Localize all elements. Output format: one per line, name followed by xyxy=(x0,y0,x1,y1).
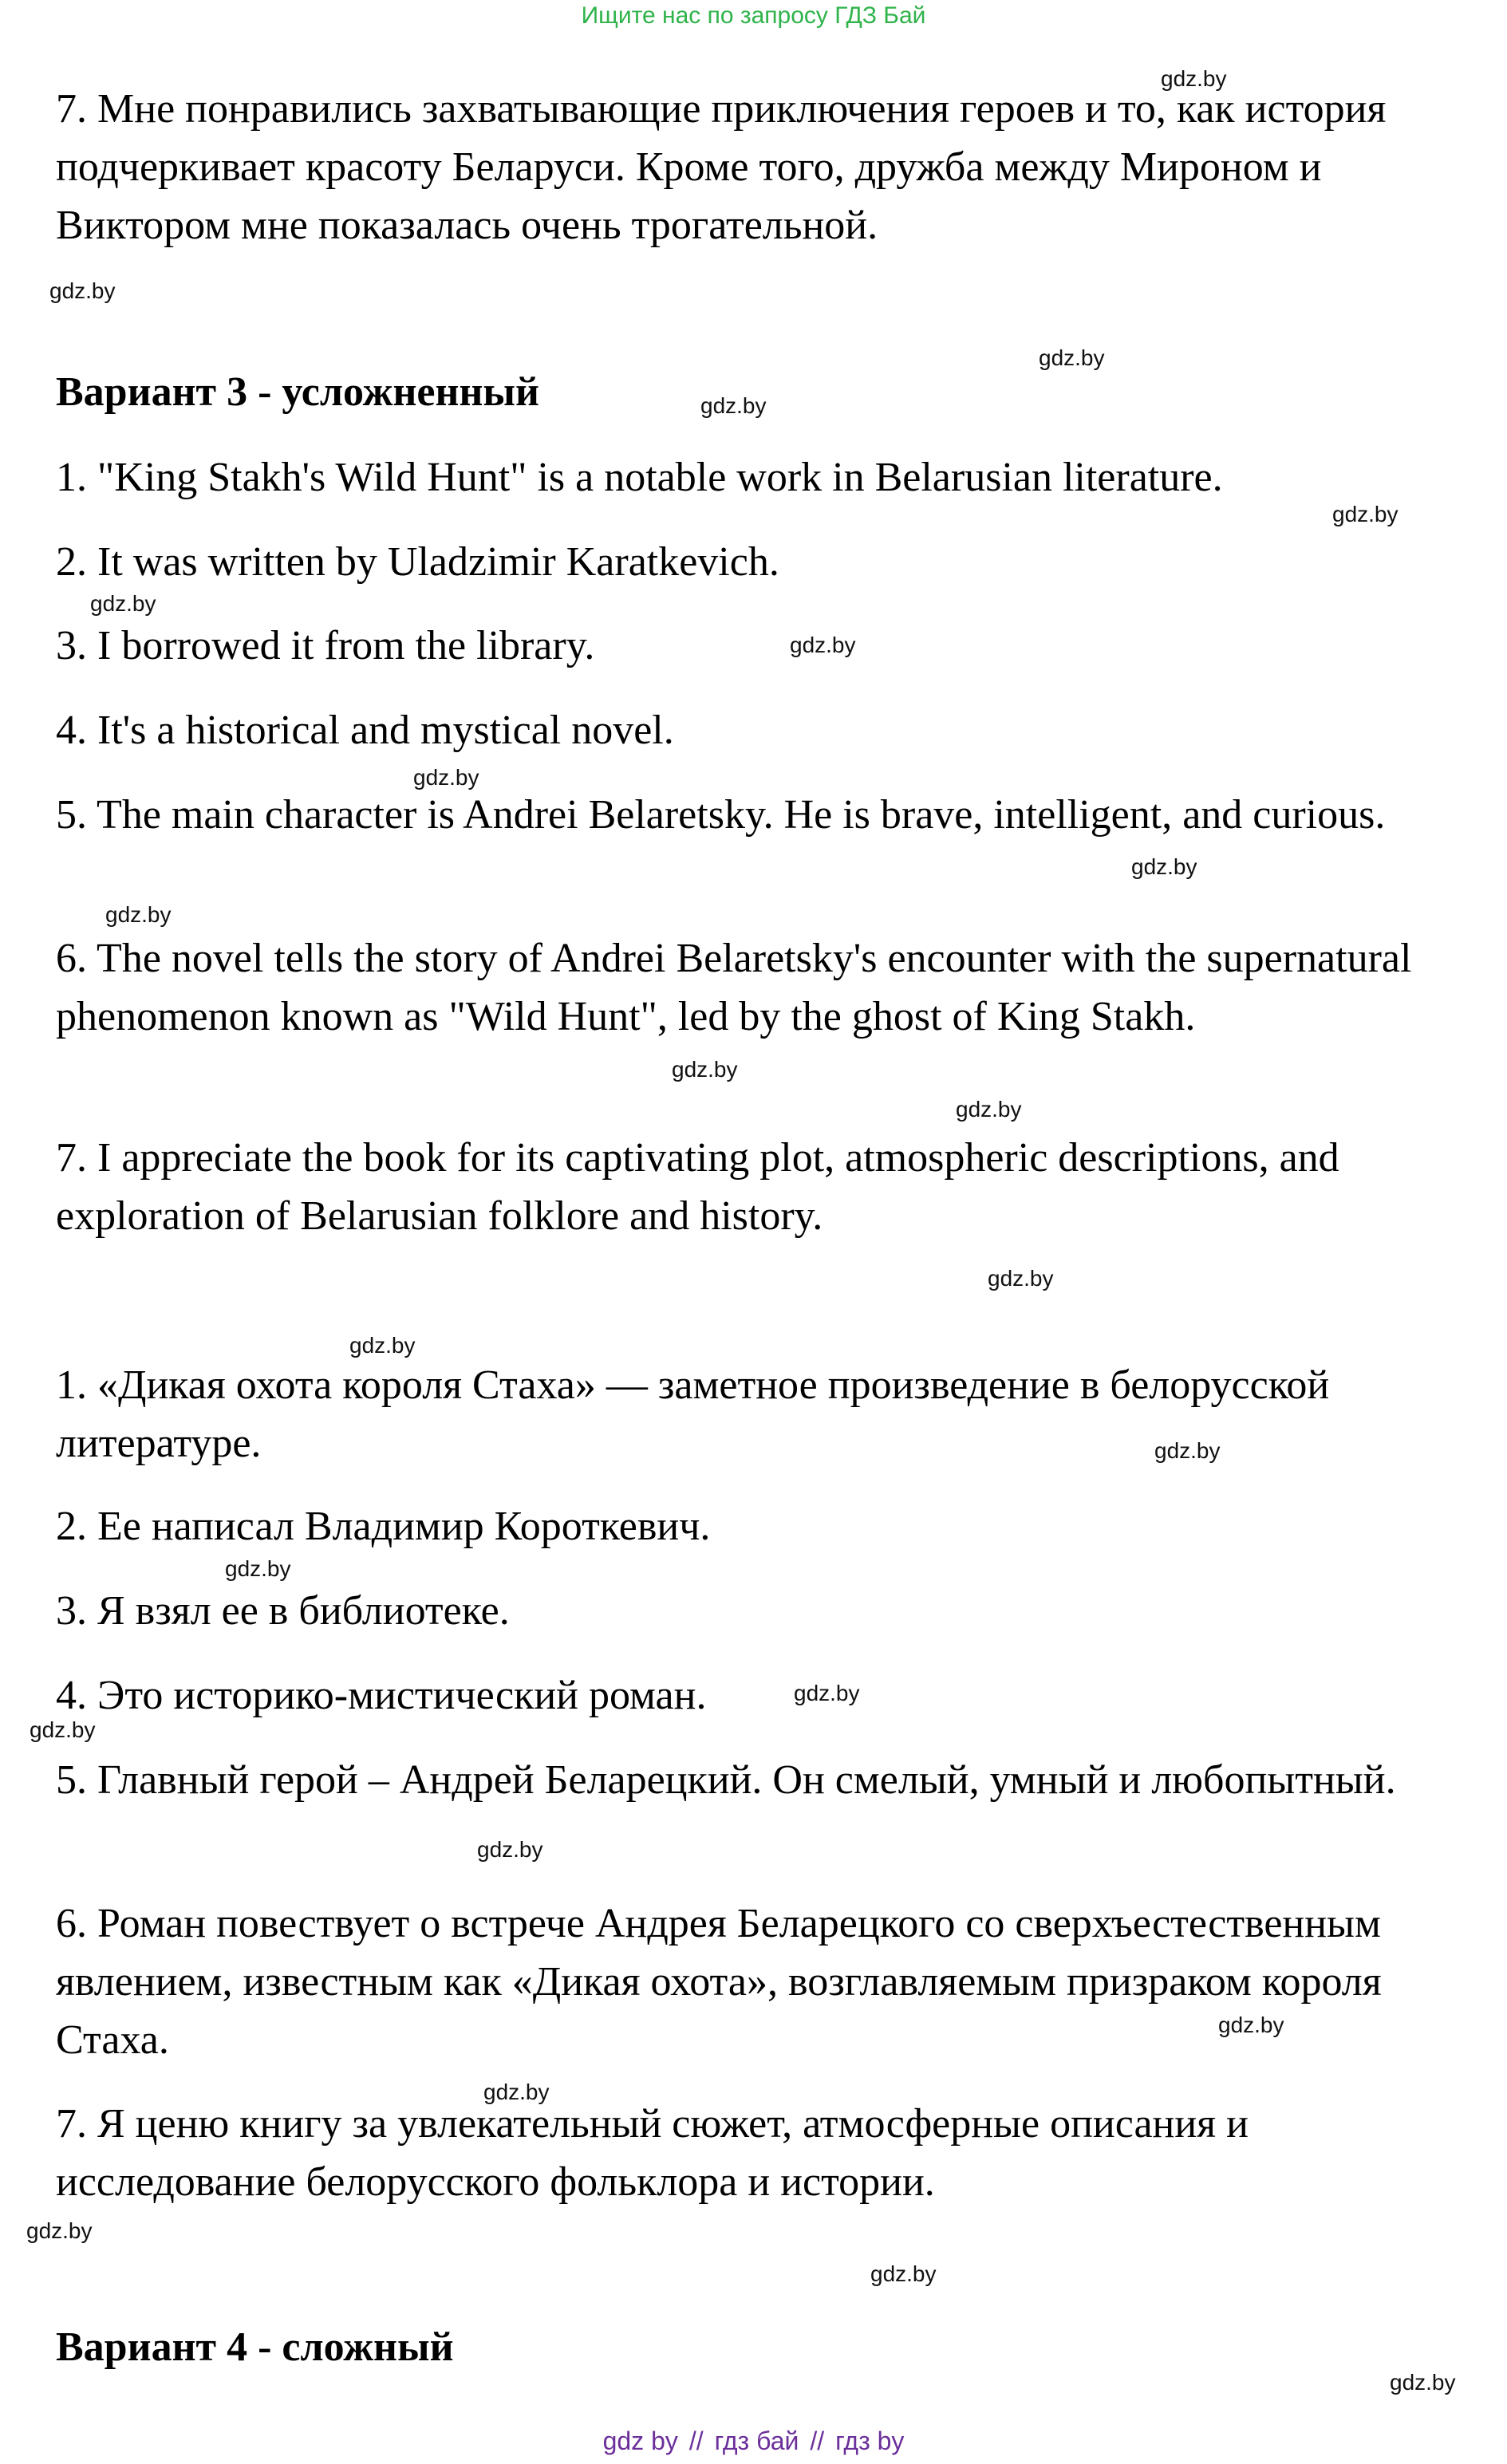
ru-item-7: 7. Я ценю книгу за увлекательный сюжет, атмосферные описания и исследование белорусского фольклора и истории. xyxy=(56,2101,1249,2205)
ru-item-1: 1. «Дикая охота короля Стаха» — заметное произведение в белорусской литературе. xyxy=(56,1362,1330,1466)
watermark: gdz.by xyxy=(988,1266,1054,1291)
en-item-4: 4. It's a historical and mystical novel. xyxy=(56,708,674,753)
watermark: gdz.by xyxy=(26,2218,93,2243)
watermark: gdz.by xyxy=(790,633,856,657)
watermark: gdz.by xyxy=(1332,502,1399,526)
watermark: gdz.by xyxy=(49,278,116,303)
watermark: gdz.by xyxy=(90,591,156,616)
watermark: gdz.by xyxy=(225,1556,291,1581)
watermark: gdz.by xyxy=(956,1097,1022,1122)
watermark: gdz.by xyxy=(1039,345,1105,370)
ru-item-2: 2. Ее написал Владимир Короткевич. xyxy=(56,1504,711,1549)
watermark: gdz.by xyxy=(1131,854,1197,879)
ru-item-3: 3. Я взял ее в библиотеке. xyxy=(56,1588,510,1634)
footer-link-gdz-bai[interactable]: гдз бай xyxy=(714,2427,799,2455)
en-item-2: 2. It was written by Uladzimir Karatkevich. xyxy=(56,539,779,585)
en-item-7: 7. I appreciate the book for its captivating plot, atmospheric descriptions, and exploration of Belarusian folklore and history. xyxy=(56,1135,1339,1239)
en-item-1: 1. "King Stakh's Wild Hunt" is a notable work in Belarusian literature. xyxy=(56,455,1223,500)
en-item-5: 5. The main character is Andrei Belaretsky. He is brave, intelligent, and curious. xyxy=(56,792,1386,838)
footer xyxy=(0,2425,1507,2457)
watermark: gdz.by xyxy=(1154,1438,1221,1463)
footer-link-gdz-by[interactable]: gdz by xyxy=(602,2427,678,2455)
variant-3-heading: Вариант 3 - усложненный xyxy=(56,369,539,415)
footer-separator: // xyxy=(688,2427,704,2455)
watermark: gdz.by xyxy=(105,902,172,927)
ru-item-7-prev: 7. Мне понравились захватывающие приключения героев и то, как история подчеркивает красоту Беларуси. Кроме того, дружба между Мироном и Виктором мне показалась очень трогательной. xyxy=(56,86,1387,248)
watermark: gdz.by xyxy=(1161,66,1227,91)
watermark: gdz.by xyxy=(1390,2370,1456,2395)
top-banner[interactable]: Ищите нас по запросу ГДЗ Бай xyxy=(581,2,926,29)
en-item-3: 3. I borrowed it from the library. xyxy=(56,623,595,668)
watermark: gdz.by xyxy=(794,1681,860,1705)
watermark: gdz.by xyxy=(1218,2013,1284,2037)
ru-item-4: 4. Это историко-мистический роман. xyxy=(56,1673,707,1718)
watermark: gdz.by xyxy=(672,1057,738,1082)
watermark: gdz.by xyxy=(483,2080,550,2104)
ru-item-5: 5. Главный герой – Андрей Беларецкий. Он смелый, умный и любопытный. xyxy=(56,1757,1396,1803)
watermark: gdz.by xyxy=(477,1837,543,1862)
variant-4-heading: Вариант 4 - сложный xyxy=(56,2324,454,2370)
watermark: gdz.by xyxy=(30,1717,96,1742)
watermark: gdz.by xyxy=(700,393,767,418)
watermark: gdz.by xyxy=(870,2261,937,2286)
watermark: gdz.by xyxy=(413,765,479,790)
footer-separator: // xyxy=(810,2427,825,2455)
ru-item-6: 6. Роман повествует о встрече Андрея Беларецкого со сверхъестественным явлением, известным как «Дикая охота», возглавляемым призраком короля Стаха. xyxy=(56,1901,1382,2063)
en-item-6: 6. The novel tells the story of Andrei Belaretsky's encounter with the supernatural phenomenon known as "Wild Hunt", led by the ghost of King Stakh. xyxy=(56,936,1412,1039)
watermark: gdz.by xyxy=(349,1333,416,1358)
footer-link-gdz-by-ru[interactable]: гдз by xyxy=(835,2427,905,2455)
